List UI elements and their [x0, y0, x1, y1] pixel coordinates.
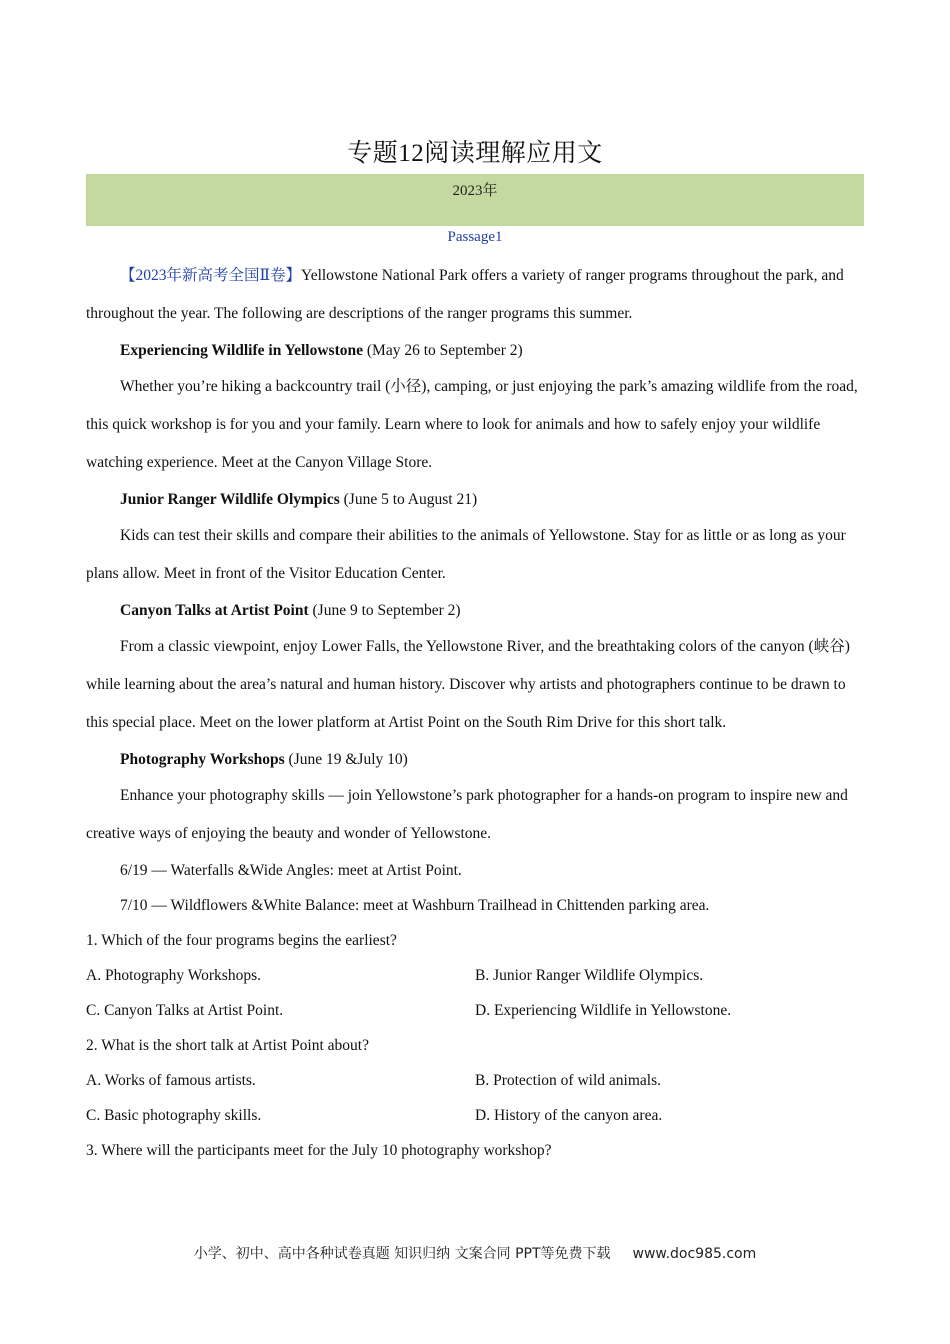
program-description: Whether you’re hiking a backcountry trail (小径), camping, or just enjoying the park’s amazing wildlife from the road, this quick workshop is for you and your family. Learn where to look for animals and how to safely enjoy your wildlife watching experience. Meet at the Canyon Village Store. [86, 378, 858, 471]
program-name: Junior Ranger Wildlife Olympics [120, 491, 340, 508]
option-d: D. History of the canyon area. [475, 1107, 663, 1124]
program-description: Kids can test their skills and compare their abilities to the animals of Yellowstone. Stay for as little or as long as your plans allow. Meet in front of the Visitor Education Center. [86, 527, 846, 582]
options-row [86, 958, 864, 993]
question-2: 2. What is the short talk at Artist Point about? [86, 1037, 369, 1054]
option-a: A. Works of famous artists. [86, 1072, 256, 1089]
program-dates: (June 5 to August 21) [339, 491, 478, 508]
program-description: From a classic viewpoint, enjoy Lower Falls, the Yellowstone River, and the breathtaking colors of the canyon (峡谷) while learning about the area’s natural and human history. Discover why artists and photographers continue to be drawn to this special place. Meet on the lower platform at Artist Point on the South Rim Drive for this short talk. [86, 638, 850, 731]
schedule-item: 6/19 — Waterfalls &Wide Angles: meet at Artist Point. [120, 862, 462, 879]
program-description: Enhance your photography skills — join Yellowstone’s park photographer for a hands-on program to inspire new and creative ways of enjoying the beauty and wonder of Yellowstone. [86, 787, 848, 842]
page-footer [0, 1243, 950, 1263]
option-c: C. Basic photography skills. [86, 1107, 262, 1124]
year-banner [86, 174, 864, 226]
question-1: 1. Which of the four programs begins the earliest? [86, 932, 397, 949]
option-d: D. Experiencing Wildlife in Yellowstone. [475, 1002, 732, 1019]
schedule-item: 7/10 — Wildflowers &White Balance: meet at Washburn Trailhead in Chittenden parking area. [120, 897, 710, 914]
program-heading [86, 333, 864, 368]
options-row [86, 1098, 864, 1133]
program-dates: (June 19 &July 10) [284, 751, 408, 768]
program-dates: (June 9 to September 2) [308, 602, 461, 619]
program-heading [86, 482, 864, 517]
passage-label: Passage1 [447, 229, 503, 245]
question-3: 3. Where will the participants meet for the July 10 photography workshop? [86, 1142, 552, 1159]
page-title: 专题12阅读理解应用文 [347, 140, 603, 167]
passage-body [86, 257, 864, 1168]
program-heading [86, 742, 864, 777]
footer-site-link[interactable]: www.doc985.com [632, 1246, 757, 1262]
program-name: Canyon Talks at Artist Point [120, 602, 309, 619]
options-row [86, 993, 864, 1028]
program-heading [86, 593, 864, 628]
footer-text: 小学、初中、高中各种试卷真题 知识归纳 文案合同 PPT等免费下载 [193, 1246, 611, 1262]
program-name: Experiencing Wildlife in Yellowstone [120, 342, 363, 359]
intro-text: Yellowstone National Park offers a variety of ranger programs throughout the park, and throughout the year. The following are descriptions of the ranger programs this summer. [86, 267, 844, 322]
source-tag: 【2023年新高考全国Ⅱ卷】 [120, 267, 302, 284]
intro-paragraph [86, 257, 864, 333]
options-row [86, 1063, 864, 1098]
program-name: Photography Workshops [120, 751, 285, 768]
option-c: C. Canyon Talks at Artist Point. [86, 1002, 284, 1019]
option-b: B. Junior Ranger Wildlife Olympics. [475, 967, 704, 984]
option-a: A. Photography Workshops. [86, 967, 261, 984]
option-b: B. Protection of wild animals. [475, 1072, 661, 1089]
year-label: 2023年 [452, 183, 498, 199]
program-dates: (May 26 to September 2) [363, 342, 523, 359]
